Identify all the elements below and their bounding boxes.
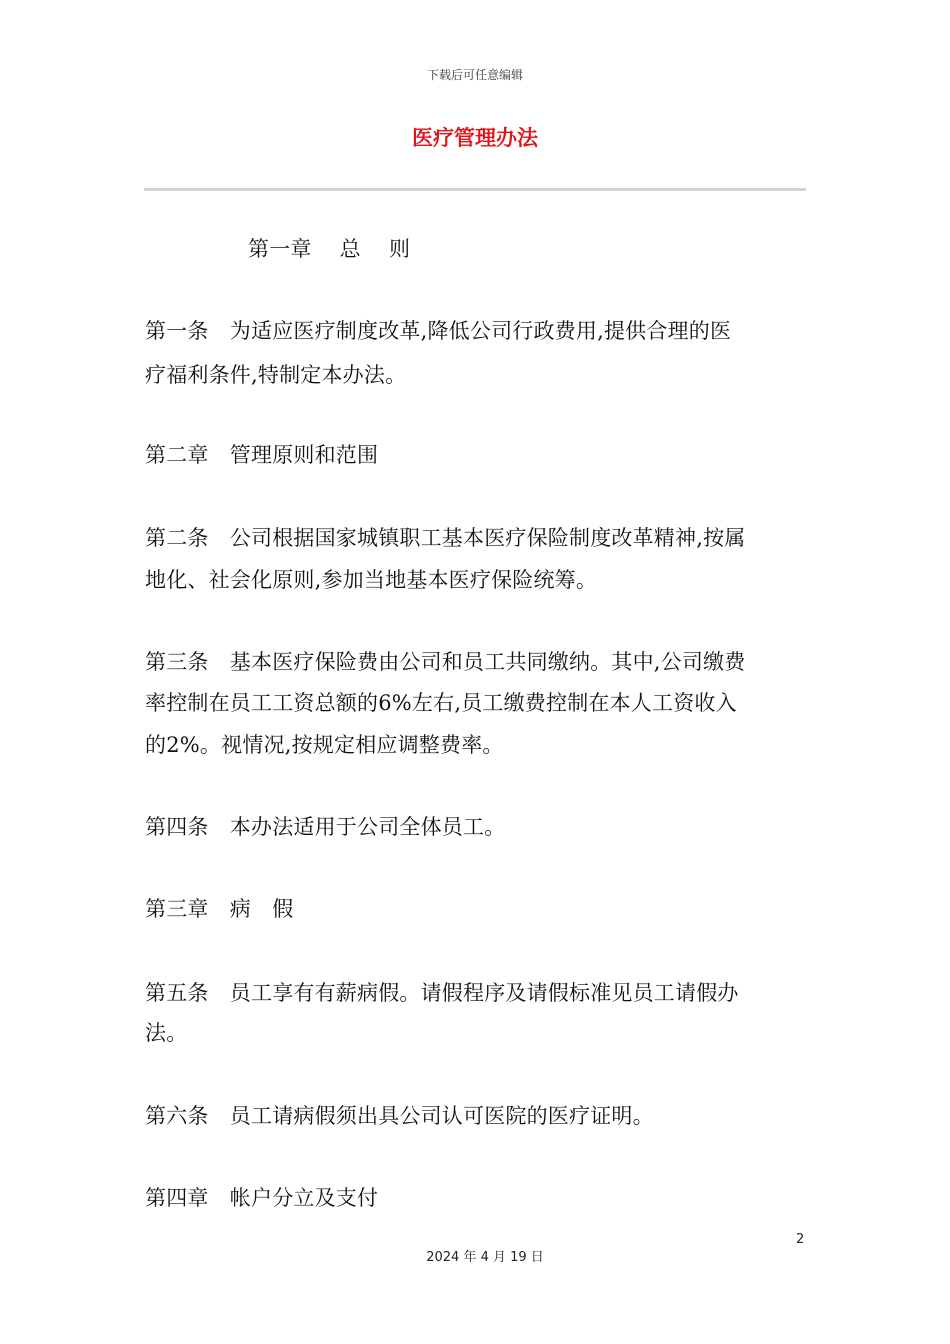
page-number: 2 (796, 1232, 805, 1247)
article-4: 第四条 本办法适用于公司全体员工。 (145, 815, 506, 839)
article-1-line-1: 第一条 为适应医疗制度改革,降低公司行政费用,提供合理的医 (145, 319, 732, 343)
chapter-3-heading: 第三章 病 假 (145, 897, 294, 921)
article-2-line-1: 第二条 公司根据国家城镇职工基本医疗保险制度改革精神,按属 (145, 526, 746, 550)
chapter-1-heading: 第一章 总 则 (248, 237, 411, 261)
chapter-2-heading: 第二章 管理原则和范围 (145, 443, 379, 467)
article-5-line-2: 法。 (145, 1021, 188, 1045)
title-divider (144, 188, 806, 191)
article-1-line-2: 疗福利条件,特制定本办法。 (145, 363, 407, 387)
article-3-line-1: 第三条 基本医疗保险费由公司和员工共同缴纳。其中,公司缴费 (145, 650, 746, 674)
article-2-line-2: 地化、社会化原则,参加当地基本医疗保险统筹。 (145, 568, 598, 592)
article-3-line-2: 率控制在员工工资总额的6%左右,员工缴费控制在本人工资收入 (145, 691, 737, 715)
article-3-line-3: 的2%。视情况,按规定相应调整费率。 (145, 733, 504, 757)
article-6: 第六条 员工请病假须出具公司认可医院的医疗证明。 (145, 1104, 654, 1128)
footer-date: 2024 年 4 月 19 日 (426, 1250, 544, 1265)
document-title: 医疗管理办法 (412, 126, 538, 150)
chapter-4-heading: 第四章 帐户分立及支付 (145, 1186, 379, 1210)
article-5-line-1: 第五条 员工享有有薪病假。请假程序及请假标准见员工请假办 (145, 981, 739, 1005)
download-note: 下载后可任意编辑 (426, 68, 523, 82)
